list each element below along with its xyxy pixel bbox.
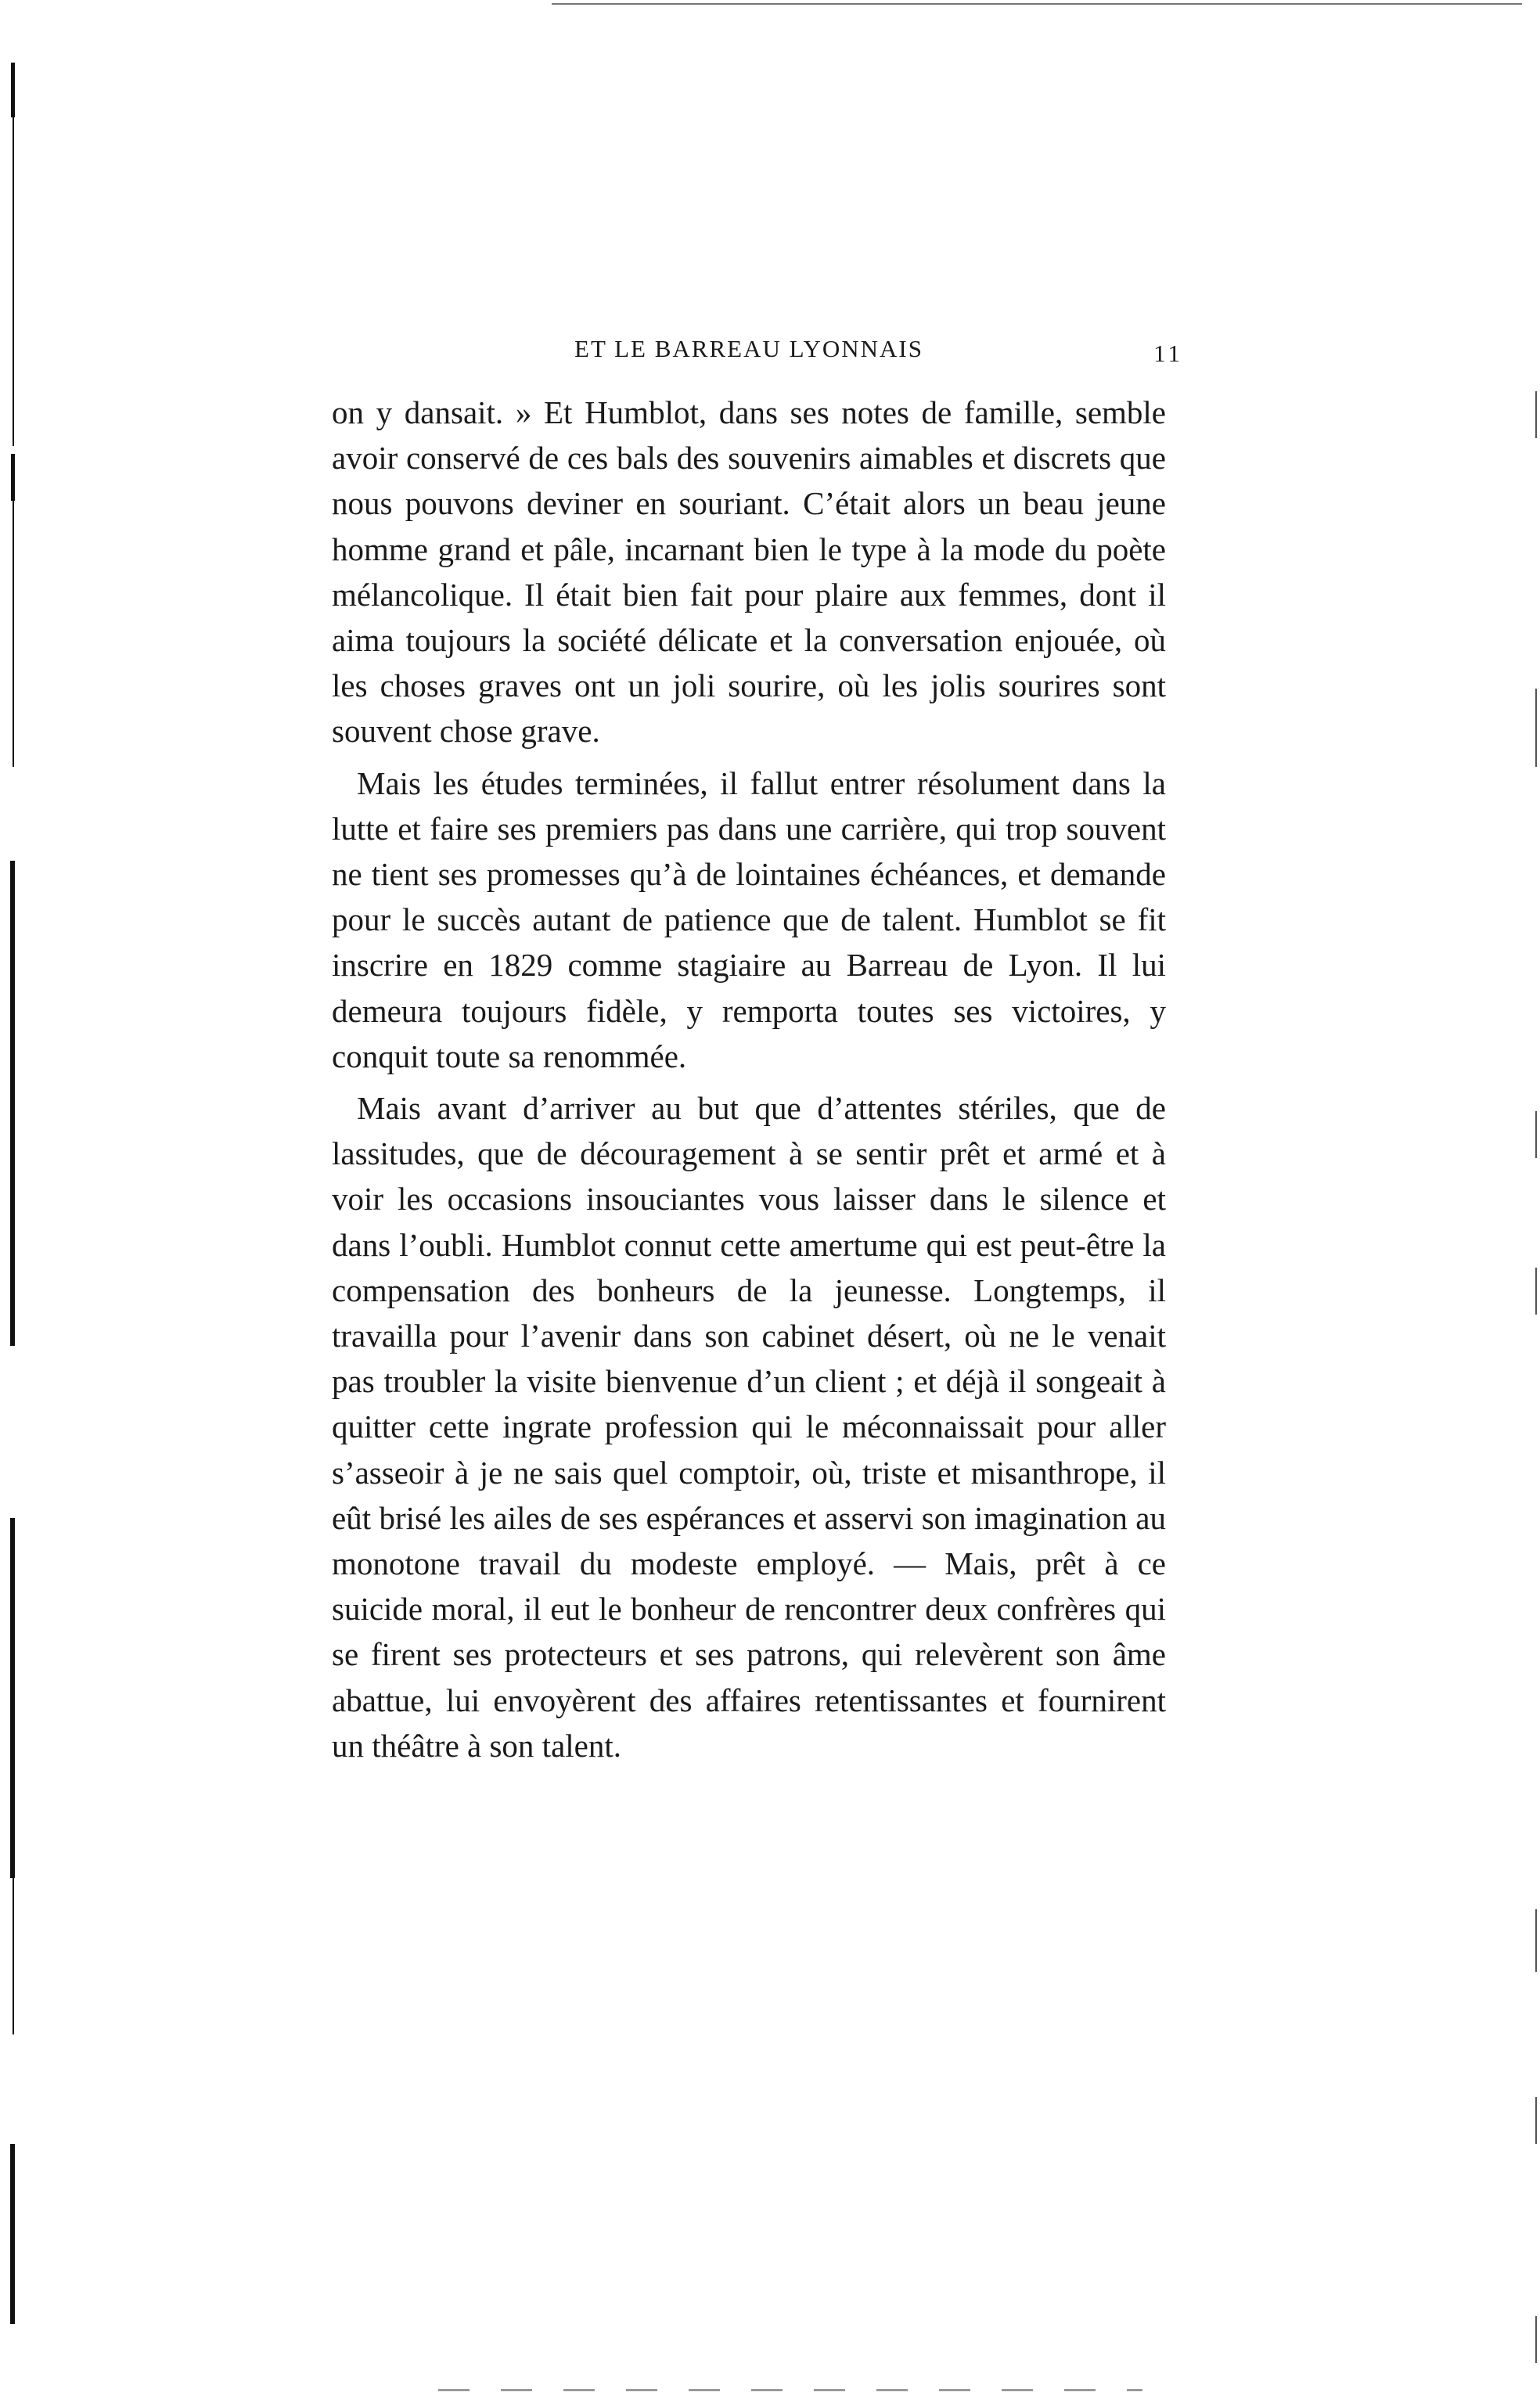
scan-bottom-marks: [438, 2389, 1142, 2391]
book-page: [332, 335, 1183, 1768]
body-text: [332, 390, 1166, 1768]
running-title: ET LE BARREAU LYONNAIS: [574, 335, 923, 362]
scan-right-edge: [1509, 0, 1540, 2403]
paragraph: Mais les études terminées, il fallut entrer résolument dans la lutte et faire ses premiers pas dans une carrière, qui trop souvent ne tient ses promesses qu’à de lointaines échéances, et demande pour le succès autant de patience que de talent. Humblot se fit inscrire en 1829 comme stagiaire au Barreau de Lyon. Il lui demeura toujours fidèle, y remporta toutes ses victoires, y conquit toute sa renommée.: [332, 764, 1166, 1074]
paragraph: Mais avant d’arriver au but que d’attentes stériles, que de lassitudes, que de découragement à se sentir prêt et armé et à voir les occasions insouciantes vous laisser dans le silence et dans l’oubli. Humblot connut cette amertume qui est peut-être la compensation des bonheurs de la jeunesse. Longtemps, il travailla pour l’avenir dans son cabinet désert, où ne le venait pas troubler la visite bienvenue d’un client ; et déjà il songeait à quitter cette ingrate profession qui le méconnaissait pour aller s’asseoir à je ne sais quel comptoir, où, triste et misanthrope, il eût brisé les ailes de ses espérances et asservi son imagination au monotone travail du modeste employé. — Mais, prêt à ce suicide moral, il eut le bonheur de rencontrer deux confrères qui se firent ses protecteurs et ses patrons, qui relevèrent son âme abattue, lui envoyèrent des affaires retentissantes et fournirent un théâtre à son talent.: [332, 1090, 1166, 1764]
scan-binding-edge: [0, 0, 31, 2403]
paragraph: on y dansait. » Et Humblot, dans ses notes de famille, semble avoir conservé de ces bals des souvenirs aimables et discrets que nous pouvons deviner en souriant. C’était alors un beau jeune homme grand et pâle, incarnant bien le type à la mode du poète mélancolique. Il était bien fait pour plaire aux femmes, dont il aima toujours la société délicate et la conversation enjouée, où les choses graves ont un joli sourire, où les jolis sourires sont souvent chose grave.: [332, 394, 1166, 750]
page-number: 11: [1153, 340, 1183, 367]
scan-top-rule: [552, 3, 1522, 5]
running-head: [332, 335, 1183, 372]
